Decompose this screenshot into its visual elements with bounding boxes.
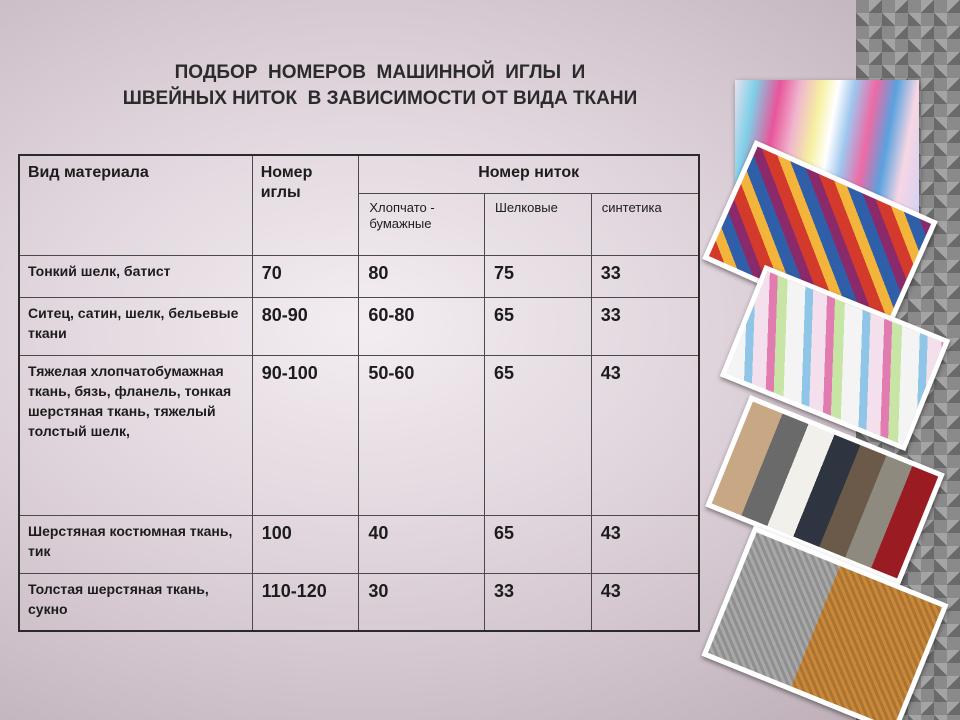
title-line-1: ПОДБОР НОМЕРОВ МАШИННОЙ ИГЛЫ И [174,62,586,83]
cell-material: Тяжелая хлопчатобумажная ткань, бязь, фланель, тонкая шерстяная ткань, тяжелый толстый шелк, [19,355,252,515]
cell-material: Тонкий шелк, батист [19,255,252,297]
header-material: Вид материала [19,155,252,255]
cell-needle: 110-120 [252,573,359,631]
cell-silk: 65 [484,297,591,355]
cell-silk: 65 [484,515,591,573]
header-thread-group: Номер ниток [359,155,699,193]
cell-needle: 100 [252,515,359,573]
cell-material: Шерстяная костюмная ткань, тик [19,515,252,573]
cell-synthetic: 43 [591,515,699,573]
cell-cotton: 30 [359,573,485,631]
header-synthetic: синтетика [591,193,699,255]
cell-material: Ситец, сатин, шелк, бельевые ткани [19,297,252,355]
cell-synthetic: 33 [591,297,699,355]
cell-silk: 75 [484,255,591,297]
cell-cotton: 40 [359,515,485,573]
page-title [60,60,700,112]
cell-cotton: 50-60 [359,355,485,515]
cell-cotton: 80 [359,255,485,297]
header-silk: Шелковые [484,193,591,255]
cell-cotton: 60-80 [359,297,485,355]
header-cotton: Хлопчато - бумажные [359,193,485,255]
table-row [19,297,699,355]
cell-needle: 90-100 [252,355,359,515]
cell-synthetic: 43 [591,573,699,631]
table-row [19,515,699,573]
cell-synthetic: 43 [591,355,699,515]
cell-needle: 80-90 [252,297,359,355]
cell-needle: 70 [252,255,359,297]
cell-silk: 65 [484,355,591,515]
table-row [19,255,699,297]
table-row [19,573,699,631]
table-row [19,355,699,515]
cell-silk: 33 [484,573,591,631]
cell-material: Толстая шерстяная ткань, сукно [19,573,252,631]
title-line-2: ШВЕЙНЫХ НИТОК В ЗАВИСИМОСТИ ОТ ВИДА ТКАНИ [122,88,638,109]
header-needle: Номер иглы [252,155,359,255]
cell-synthetic: 33 [591,255,699,297]
needle-thread-table [18,154,700,632]
